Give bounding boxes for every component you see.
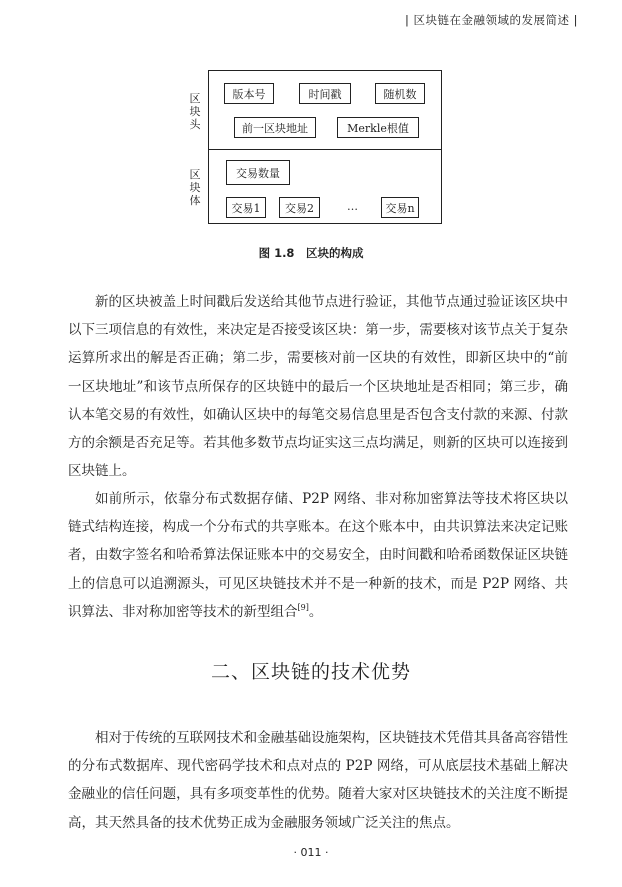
header-body-divider — [208, 149, 442, 150]
prev-address-box: 前一区块地址 — [234, 117, 316, 138]
section-title: 二、区块链的技术优势 — [210, 661, 411, 683]
version-box: 版本号 — [224, 83, 274, 104]
paragraph-verification: 新的区块被盖上时间戳后发送给其他节点进行验证，其他节点通过验证该区块中以下三项信息的有效性，来决定是否接受该区块：第一步，需要核对该节点关于复杂运算所求出的解是否正确；第二步，需要核对前一区块的有效性，即新区块中的“前一区块地址”和该节点所保存的区块链中的最后一个区块地址是否相同；第三步，确认本笔交易的有效性，如确认区块中的每笔交易信息里是否包含支付款的来源、付款方的余额是否充足等。若其他多数节点均证实这三点均满足，则新的区块可以连接到区块链上。 — [68, 294, 568, 480]
paragraph-combination-text: 如前所示，依靠分布式数据存储、P2P 网络、非对称加密算法等技术将区块以链式结构连接，构成一个分布式的共享账本。在这个账本中，由共识算法来决定记账者，由数字签名和哈希算法保证账本中的交易安全，由时间戳和哈希函数保证区块链上的信息可以追溯源头，可见区块链技术并不是一种新的技术，而是 P2P 网络、共识算法、非对称加密等技术的新型组合 — [68, 491, 568, 620]
timestamp-box: 时间戳 — [299, 83, 351, 104]
tx-count-box: 交易数量 — [226, 160, 290, 185]
tx1-box: 交易1 — [226, 197, 266, 218]
block-header-label: 区块头 — [189, 92, 201, 131]
merkle-root-box: Merkle根值 — [337, 117, 419, 138]
tx-ellipsis: … — [347, 200, 358, 213]
citation-ref: [9] — [297, 602, 309, 612]
running-header: | 区块链在金融领域的发展简述 | — [404, 13, 578, 27]
nonce-box: 随机数 — [375, 83, 425, 104]
block-structure-diagram — [186, 70, 442, 224]
page-number: · 011 · — [293, 846, 329, 859]
paragraph-combination — [68, 485, 568, 626]
figure-caption: 图 1.8 区块的构成 — [258, 246, 364, 260]
paragraph-combination-end: 。 — [308, 603, 323, 620]
txn-box: 交易n — [381, 197, 419, 218]
block-body-label: 区块体 — [189, 168, 201, 207]
tx2-box: 交易2 — [279, 197, 320, 218]
paragraph-advantages: 相对于传统的互联网技术和金融基础设施架构，区块链技术凭借其具备高容错性的分布式数据库、现代密码学技术和点对点的 P2P 网络，可从底层技术基础上解决金融业的信任问题，具有多项变革性的优势。随着大家对区块链技术的关注度不断提高，其天然具备的技术优势正成为金融服务领域广泛关注的焦点。 — [68, 730, 568, 831]
